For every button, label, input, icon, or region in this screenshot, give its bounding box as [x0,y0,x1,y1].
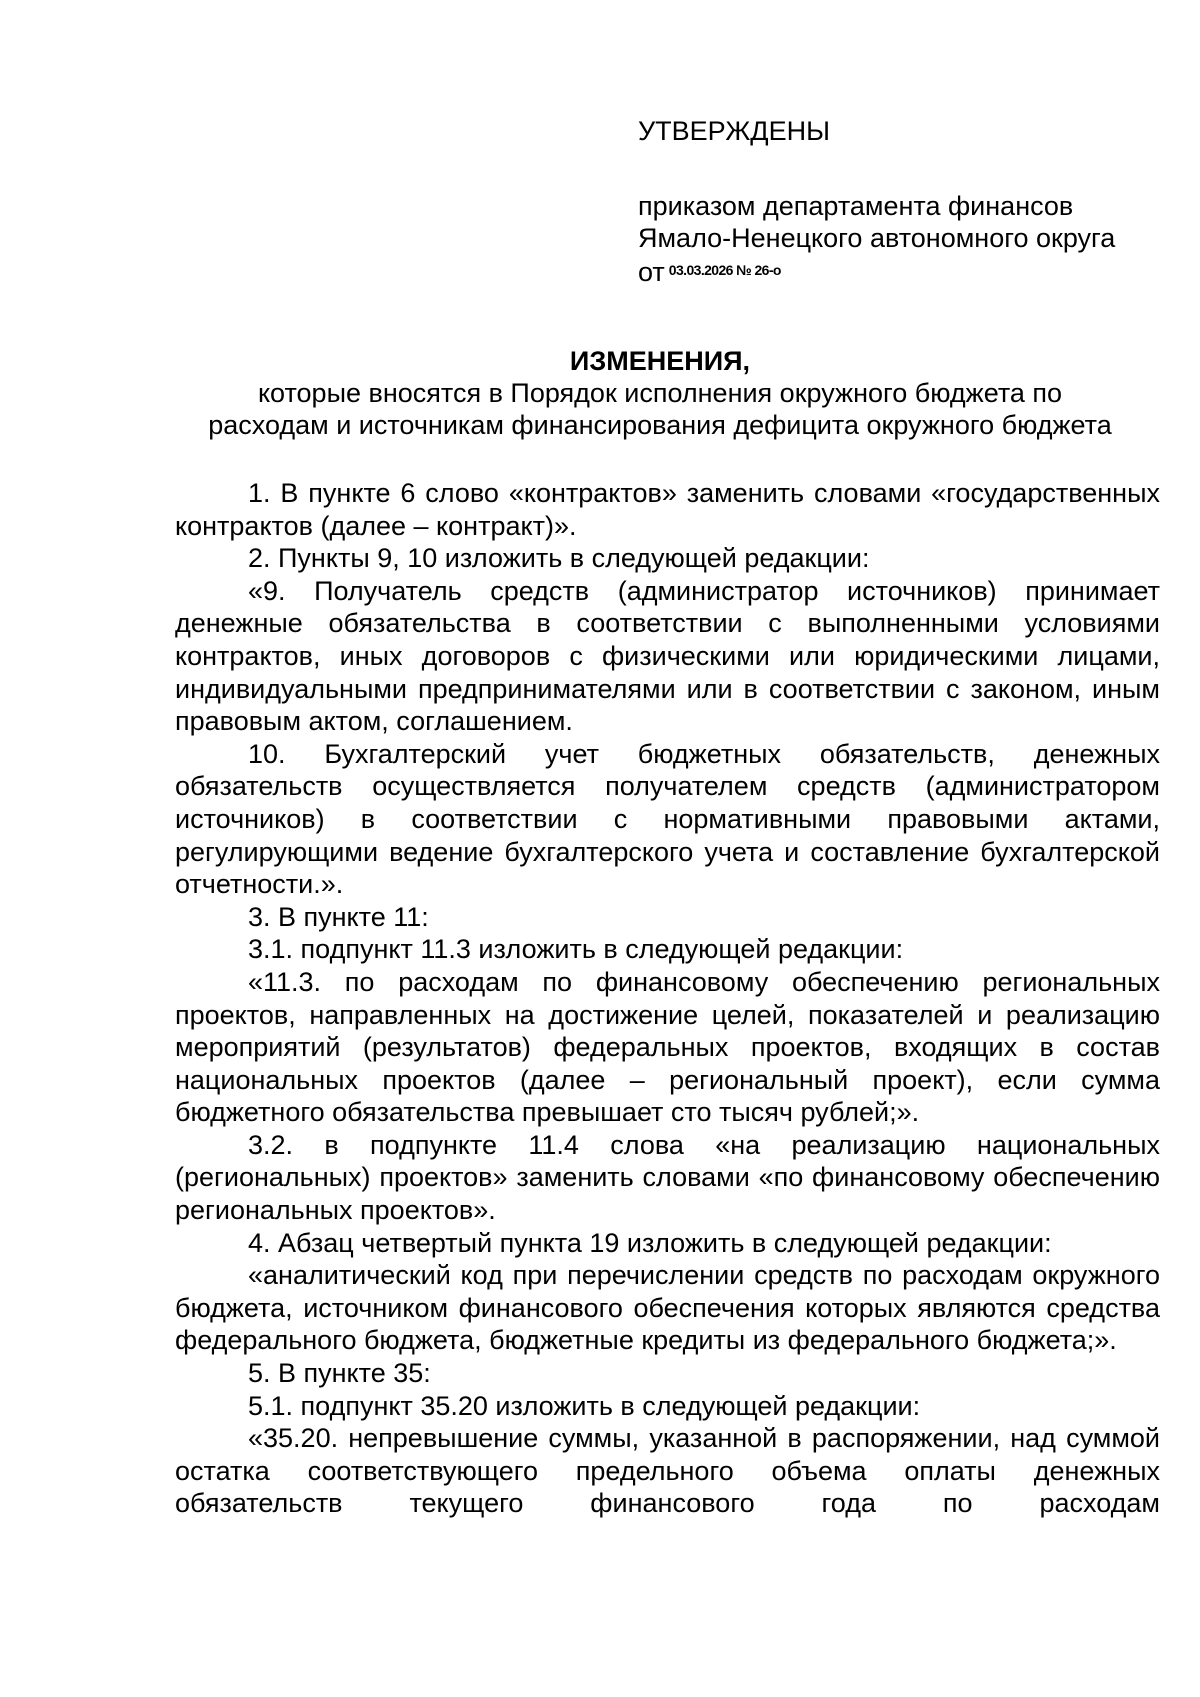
paragraph-5: 3. В пункте 11: [248,901,429,932]
approval-date-stamp: 03.03.2026 № 26-о [668,262,781,278]
approval-date-prefix: от [638,257,665,287]
paragraph-4: 10. Бухгалтерский учет бюджетных обязательств, денежных обязательств осуществляется получателем средств (администратором источников) в соответствии с нормативными правовыми актами, регулирующими ведение бухгалтерского учета и составление бухгалтерской отчетности.». [175,738,1160,900]
approval-line-region: Ямало-Ненецкого автономного округа [638,223,1116,253]
approval-block [638,115,1158,288]
paragraph-6: 3.1. подпункт 11.3 изложить в следующей редакции: [248,934,904,965]
paragraph-11: 5. В пункте 35: [248,1358,431,1389]
paragraph-9: 4. Абзац четвертый пункта 19 изложить в следующей редакции: [248,1227,1052,1258]
document-heading [160,345,1160,441]
approval-line-order: приказом департамента финансов [638,191,1074,221]
heading-subtitle-line-1: которые вносятся в Порядок исполнения окружного бюджета по [257,378,1063,408]
paragraph-8: 3.2. в подпункте 11.4 слова «на реализацию национальных (региональных) проектов» заменить словами «по финансовому обеспечению региональных проектов». [175,1129,1160,1226]
approval-date-line [638,254,1158,288]
paragraph-2: 2. Пункты 9, 10 изложить в следующей редакции: [248,543,870,574]
heading-subtitle-line-2: расходам и источникам финансирования дефицита окружного бюджета [208,410,1112,440]
heading-title: ИЗМЕНЕНИЯ, [569,346,751,376]
paragraph-1: 1. В пункте 6 слово «контрактов» заменить словами «государственных контрактов (далее – контракт)». [175,478,1160,541]
paragraph-10: «аналитический код при перечислении средств по расходам окружного бюджета, источником финансового обеспечения которых являются средства федерального бюджета, бюджетные кредиты из федерального бюджета;». [175,1260,1160,1356]
paragraph-3: «9. Получатель средств (администратор источников) принимает денежные обязательства в соответствии с выполненными условиями контрактов, иных договоров с физическими или юридическими лицами, индивидуальными предпринимателями или в соответствии с законом, иным правовым актом, соглашением. [175,575,1160,737]
approval-title: УТВЕРЖДЕНЫ [638,116,830,146]
paragraph-7: «11.3. по расходам по финансовому обеспечению региональных проектов, направленных на достижение целей, показателей и реализацию мероприятий (результатов) федеральных проектов, входящих в состав национальных проектов (далее – региональный проект), если сумма бюджетного обязательства превышает сто тысяч рублей;». [175,966,1160,1128]
paragraph-12: 5.1. подпункт 35.20 изложить в следующей редакции: [248,1390,921,1421]
document-body [175,477,1160,1520]
paragraph-13: «35.20. непревышение суммы, указанной в распоряжении, над суммой остатка соответствующего предельного объема оплаты денежных обязательств текущего финансового года по расходам [175,1423,1160,1519]
